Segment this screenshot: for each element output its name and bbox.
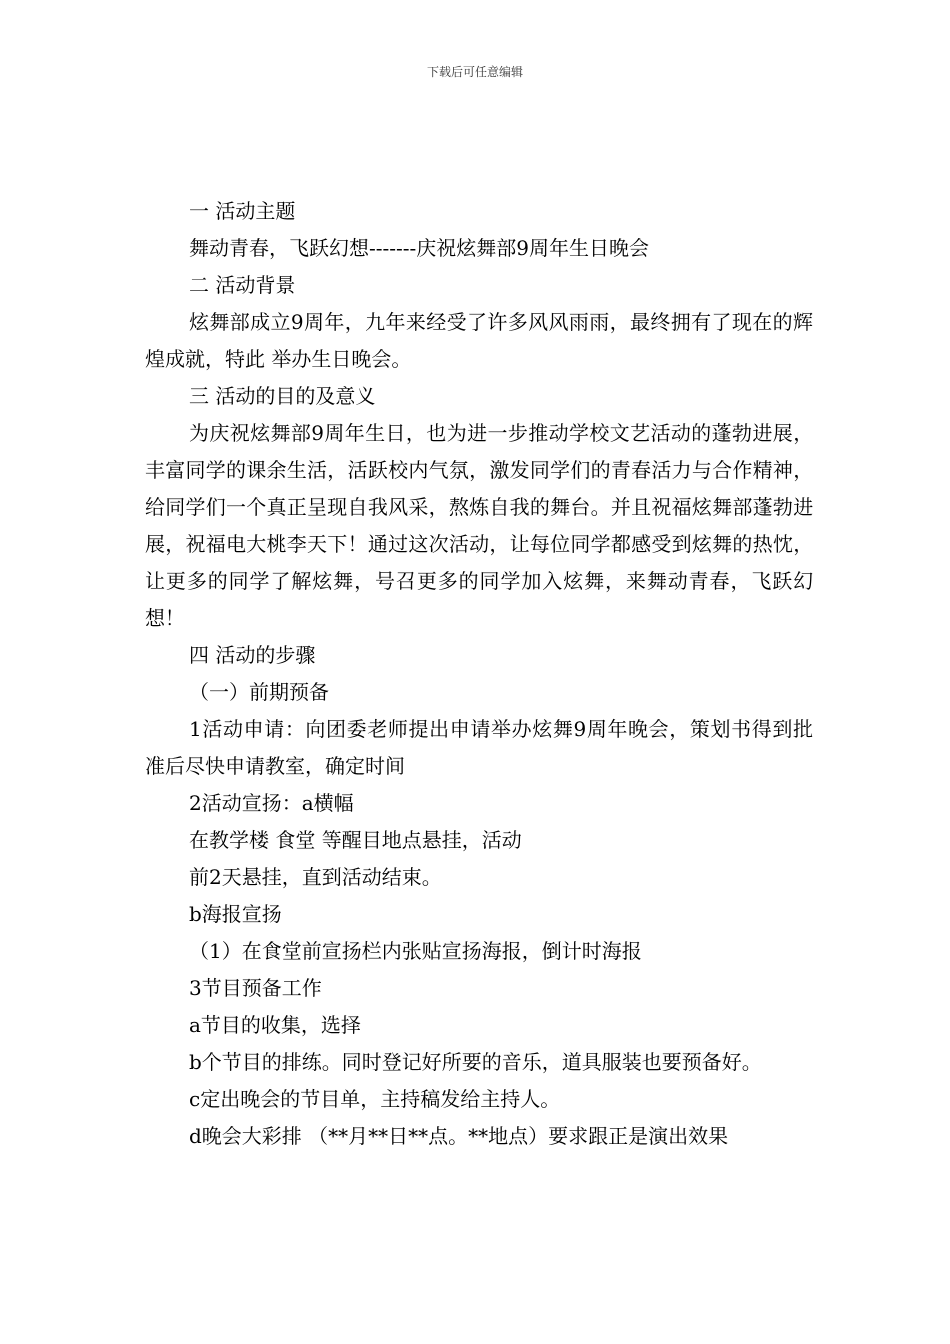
document-body [145,193,813,1155]
step-activity-promotion: 2活动宣扬：a横幅 [189,791,354,815]
heading-activity-purpose: 三 活动的目的及意义 [189,384,376,408]
promotion-poster: b海报宣扬 [189,902,282,926]
page-header: 下载后可任意编辑 [426,65,523,79]
activity-theme-text: 舞动青春，飞跃幻想-------庆祝炫舞部9周年生日晚会 [189,236,650,260]
heading-activity-theme: 一 活动主题 [189,199,296,223]
promotion-poster-detail: （1）在食堂前宣扬栏内张贴宣扬海报，倒计时海报 [189,939,642,963]
promotion-banner-location: 在教学楼 食堂 等醒目地点悬挂，活动 [189,828,522,852]
subheading-preparation: （一）前期预备 [189,680,329,704]
heading-activity-steps: 四 活动的步骤 [189,643,316,667]
program-collection: a节目的收集，选择 [189,1013,361,1037]
program-list: c定出晚会的节目单，主持稿发给主持人。 [189,1087,561,1111]
step-program-preparation: 3节目预备工作 [189,976,322,1000]
program-rehearsal: b个节目的排练。同时登记好所要的音乐，道具服装也要预备好。 [189,1050,762,1074]
step-activity-application: 1活动申请：向团委老师提出申请举办炫舞9周年晚会，策划书得到批准后尽快申请教室，确定时间 [145,717,813,778]
promotion-banner-timing: 前2天悬挂，直到活动结束。 [189,865,442,889]
heading-activity-background: 二 活动背景 [189,273,296,297]
dress-rehearsal: d晚会大彩排 （**月**日**点。**地点）要求跟正是演出效果 [189,1124,729,1148]
activity-background-text: 炫舞部成立9周年，九年来经受了许多风风雨雨，最终拥有了现在的辉煌成就，特此 举办生日晚会。 [145,310,813,371]
activity-purpose-text: 为庆祝炫舞部9周年生日，也为进一步推动学校文艺活动的蓬勃进展，丰富同学的课余生活，活跃校内气氛，激发同学们的青春活力与合作精神，给同学们一个真正呈现自我风采，熬炼自我的舞台。并且祝福炫舞部蓬勃进展，祝福电大桃李天下！通过这次活动，让每位同学都感受到炫舞的热忱，让更多的同学了解炫舞，号召更多的同学加入炫舞，来舞动青春，飞跃幻想！ [145,421,813,630]
